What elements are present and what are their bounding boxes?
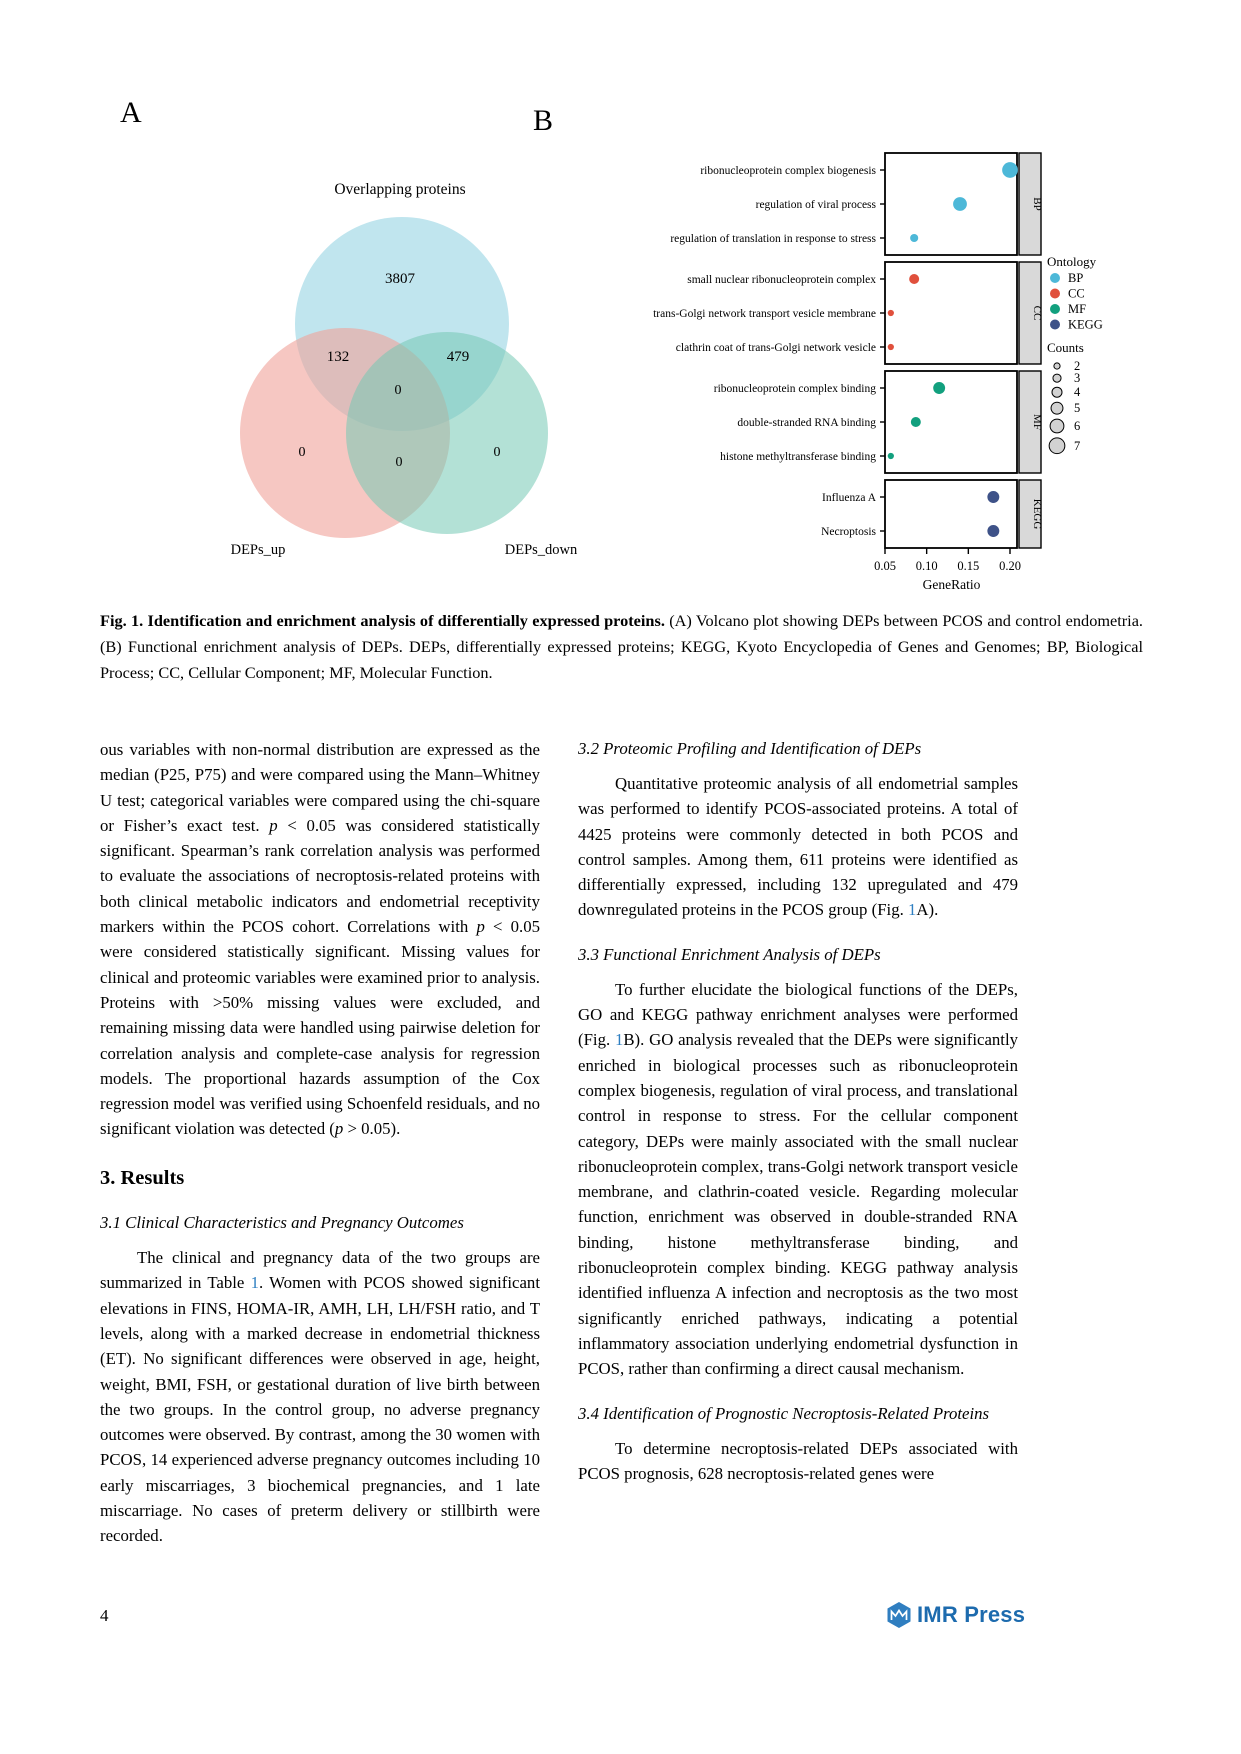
legend-count-label: 3 xyxy=(1074,371,1081,386)
term-label: trans-Golgi network transport vesicle membrane xyxy=(653,308,876,320)
legend-ontology-swatch xyxy=(1050,304,1060,314)
x-tick-label: 0.05 xyxy=(874,559,896,573)
legend-count-swatch xyxy=(1054,363,1060,369)
data-point xyxy=(888,310,894,316)
publisher-name: IMR Press xyxy=(917,1602,1026,1627)
legend-count-label: 4 xyxy=(1074,385,1081,400)
legend-count-label: 6 xyxy=(1074,419,1081,433)
text-run: < 0.05 were considered statistically significant. Missing values for clinical and proteomic variables were examined prior to analysis. Proteins with >50% missing values were excluded, and remaining missing data were handled using pairwise deletion for correlation analysis and complete-case analysis for regression models. The proportional hazards assumption of the Cox regression model was verified using Schoenfeld residuals, and no significant violation was detected ( xyxy=(100,917,540,1139)
term-label: histone methyltransferase binding xyxy=(720,451,876,463)
legend-count-swatch xyxy=(1051,402,1063,414)
venn-diagram xyxy=(185,150,605,570)
text-run: < 0.05 was considered statistically significant. Spearman’s rank correlation analysis was performed to evaluate the associations of necroptosis-related proteins with both clinical metabolic indicators and endometrial receptivity markers within the PCOS cohort. Correlations with xyxy=(100,815,540,937)
facet-panel xyxy=(885,153,1017,255)
x-tick-label: 0.20 xyxy=(999,559,1021,573)
facet-panel xyxy=(885,480,1017,548)
subsection-heading: 3.1 Clinical Characteristics and Pregnancy Outcomes xyxy=(100,1213,464,1233)
facet-strip-label: KEGG xyxy=(1031,498,1043,530)
subsection-heading: 3.4 Identification of Prognostic Necroptosis-Related Proteins xyxy=(578,1403,990,1423)
text-run: p xyxy=(334,1119,344,1139)
text-run: To further elucidate the biological functions of the DEPs, GO and KEGG pathway enrichment analyses were performed (Fig. xyxy=(578,979,1018,1050)
legend-ontology-title: Ontology xyxy=(1047,254,1097,269)
section-heading: 3. Results xyxy=(100,1166,185,1189)
cross-reference-link[interactable]: 1 xyxy=(614,1030,624,1050)
venn-top-set-label: Overlapping proteins xyxy=(334,181,466,198)
page-number: 4 xyxy=(100,1606,109,1625)
text-run: A). xyxy=(916,900,939,920)
text-run: The clinical and pregnancy data of the two groups are summarized in Table xyxy=(100,1248,540,1293)
term-label: regulation of translation in response to stress xyxy=(670,233,876,245)
text-run: p xyxy=(476,917,485,937)
data-point xyxy=(911,417,921,427)
term-label: regulation of viral process xyxy=(755,199,876,211)
right-column xyxy=(578,737,1018,1486)
data-point xyxy=(888,453,894,459)
term-label: ribonucleoprotein complex binding xyxy=(713,383,876,395)
text-run: B). GO analysis revealed that the DEPs were significantly enriched in biological processes such as ribonucleoprotein complex biogenesis, regulation of viral process, and translational control in response to stress. For the cellular component category, DEPs were mainly associated with the small nuclear ribonucleoprotein complex, trans-Golgi network transport vesicle membrane, and clathrin-coated vesicle. Regarding molecular function, enrichment was observed in double-stranded RNA binding, histone methyltransferase binding, and ribonucleoprotein complex binding. KEGG pathway analysis identified influenza A infection and necroptosis as the two most significantly enriched pathways, indicating a potential inflammatory association underlying endometrial dysfunction in PCOS, rather than confirming a direct causal mechanism. xyxy=(578,1030,1018,1379)
legend-ontology-label: BP xyxy=(1068,271,1084,285)
facet-strip-label: CC xyxy=(1031,305,1043,321)
legend-ontology-swatch xyxy=(1050,273,1060,283)
paragraph xyxy=(578,1436,1018,1487)
panel-a-label: A xyxy=(120,96,142,129)
figure-caption xyxy=(100,608,1143,686)
text-run: . Women with PCOS showed significant elevations in FINS, HOMA-IR, AMH, LH, LH/FSH ratio, and T levels, along with a marked decrease in endometrial thickness (ET). No significant differences were observed in age, height, weight, BMI, FSH, or gestational duration of live birth between the two groups. In the control group, no adverse pregnancy outcomes were observed. By contrast, among the 30 women with PCOS, 14 experienced adverse pregnancy outcomes including 10 early miscarriages, 3 biochemical pregnancies, and 1 late miscarriage. No cases of preterm delivery or stillbirth were recorded. xyxy=(100,1273,540,1546)
subsection-heading: 3.3 Functional Enrichment Analysis of DEPs xyxy=(578,944,881,964)
facet-strip-label: MF xyxy=(1031,414,1043,430)
paragraph xyxy=(578,771,1018,923)
facet-panel xyxy=(885,262,1017,364)
cross-reference-link[interactable]: 1 xyxy=(250,1273,260,1293)
text-run: p xyxy=(269,815,278,835)
text-run: To determine necroptosis-related DEPs associated with PCOS prognosis, 628 necroptosis-related genes were xyxy=(578,1438,1018,1483)
data-point xyxy=(987,525,999,537)
legend-ontology-label: KEGG xyxy=(1068,317,1103,332)
legend-ontology-label: CC xyxy=(1068,286,1085,301)
imr-press-icon xyxy=(886,1601,912,1629)
text-run: Quantitative proteomic analysis of all endometrial samples was performed to identify PCOS-associated proteins. A total of 4425 proteins were commonly detected in both PCOS and control samples. Among them, 611 proteins were identified as differentially expressed, including 132 upregulated and 479 downregulated proteins in the PCOS group (Fig. xyxy=(578,774,1018,920)
x-axis-title: GeneRatio xyxy=(922,577,981,592)
term-label: ribonucleoprotein complex biogenesis xyxy=(700,165,876,177)
term-label: Influenza A xyxy=(822,492,876,504)
facet-strip-label: BP xyxy=(1031,197,1043,211)
term-label: clathrin coat of trans-Golgi network vesicle xyxy=(675,342,876,354)
left-column xyxy=(100,737,540,1549)
term-label: double-stranded RNA binding xyxy=(737,417,876,429)
legend-count-swatch xyxy=(1049,438,1065,454)
publisher-logo xyxy=(886,1601,1025,1629)
paragraph xyxy=(578,977,1018,1382)
subsection-heading: 3.2 Proteomic Profiling and Identification of DEPs xyxy=(578,739,922,758)
venn-right-set-label: DEPs_down xyxy=(504,542,578,558)
term-label: small nuclear ribonucleoprotein complex xyxy=(687,274,876,286)
venn-value-down-only: 0 xyxy=(493,445,501,460)
data-point xyxy=(933,382,945,394)
paragraph xyxy=(100,737,540,1142)
legend-count-label: 7 xyxy=(1074,438,1081,453)
enrichment-dotplot xyxy=(560,105,1241,605)
caption-lead: Fig. 1. Identification and enrichment analysis of differentially expressed proteins. xyxy=(100,611,665,630)
text-run: ous variables with non-normal distribution are expressed as the median (P25, P75) and were compared using the Mann–Whitney U test; categorical variables were compared using the chi-square or Fisher’s exact test. xyxy=(100,740,540,835)
cross-reference-link[interactable]: 1 xyxy=(908,900,917,920)
panel-b-label: B xyxy=(533,104,554,137)
data-point xyxy=(1002,162,1018,178)
caption-body: (A) Volcano plot showing DEPs between PCOS and control endometria. (B) Functional enrichment analysis of DEPs. DEPs, differentially expressed proteins; KEGG, Kyoto Encyclopedia of Genes and Genomes; BP, Biological Process; CC, Cellular Component; MF, Molecular Function. xyxy=(100,611,1143,682)
venn-value-up-down: 0 xyxy=(395,455,403,470)
legend-counts-title: Counts xyxy=(1047,340,1084,355)
legend-ontology-swatch xyxy=(1050,289,1060,299)
legend-count-swatch xyxy=(1053,374,1061,382)
data-point xyxy=(953,197,967,211)
legend-count-label: 2 xyxy=(1074,359,1081,373)
venn-value-overlapping-only: 3807 xyxy=(385,271,415,287)
legend-count-label: 5 xyxy=(1074,401,1081,416)
legend-count-swatch xyxy=(1050,419,1064,433)
venn-value-up-overlap: 132 xyxy=(326,349,350,365)
data-point xyxy=(888,344,894,350)
x-tick-label: 0.10 xyxy=(915,559,938,573)
venn-value-center: 0 xyxy=(394,383,402,398)
x-tick-label: 0.15 xyxy=(957,559,980,573)
term-label: Necroptosis xyxy=(821,526,876,538)
data-point xyxy=(910,234,918,242)
legend-ontology-label: MF xyxy=(1068,302,1087,316)
data-point xyxy=(909,274,919,284)
facet-panel xyxy=(885,371,1017,473)
data-point xyxy=(987,491,999,503)
venn-left-set-label: DEPs_up xyxy=(230,542,286,558)
paragraph xyxy=(100,1245,540,1549)
venn-value-down-overlap: 479 xyxy=(446,349,470,365)
legend-ontology-swatch xyxy=(1050,320,1060,330)
legend-count-swatch xyxy=(1052,387,1062,397)
text-run: > 0.05). xyxy=(343,1119,401,1139)
venn-value-up-only: 0 xyxy=(298,445,306,460)
